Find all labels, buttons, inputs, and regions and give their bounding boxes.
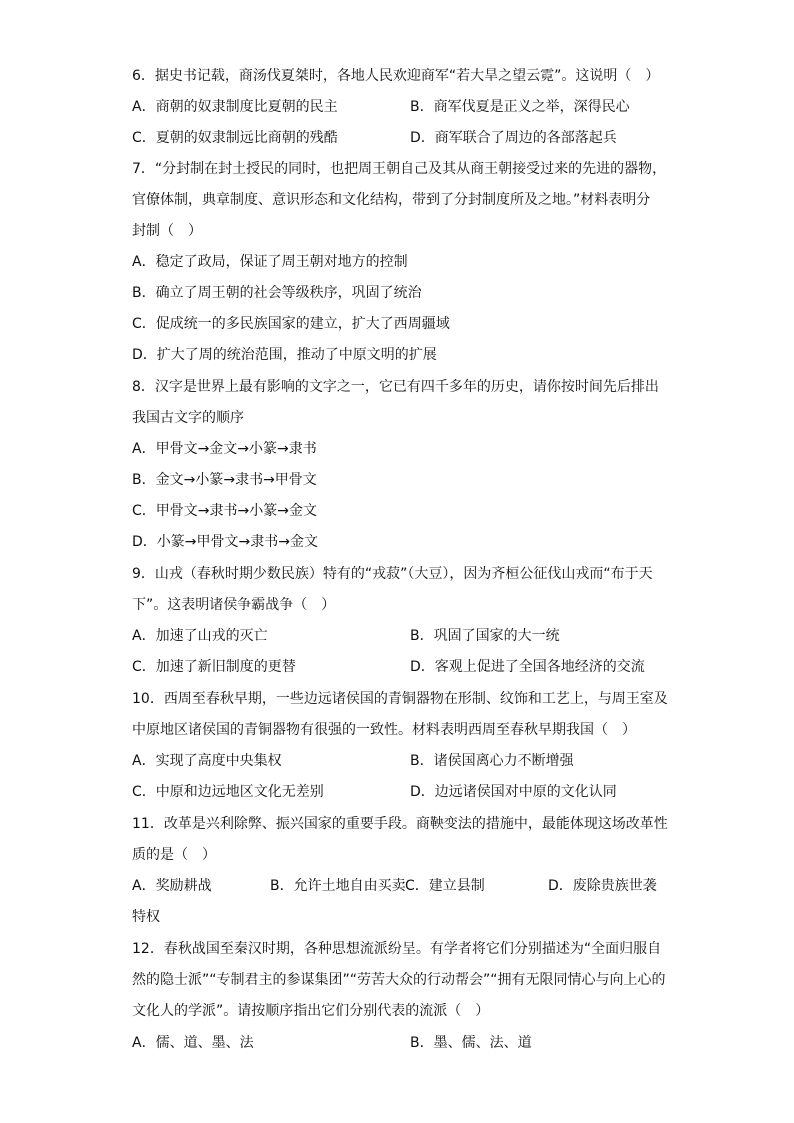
question-6-option-c: C．夏朝的奴隶制远比商朝的残酷 xyxy=(132,130,338,146)
question-10-option-d: D．边远诸侯国对中原的文化认同 xyxy=(410,784,617,800)
question-11-option-d: D．废除贵族世袭 xyxy=(548,878,657,894)
question-6-stem: 6．据史书记载，商汤伐夏桀时，各地人民欢迎商军“若大旱之望云霓”。这说明（ ） xyxy=(132,68,660,84)
question-11-option-d-continued: 特权 xyxy=(132,909,160,925)
question-9-option-b: B．巩固了国家的大一统 xyxy=(410,628,560,644)
question-10-stem-line-2: 中原地区诸侯国的青铜器物有很强的一致性。材料表明西周至春秋早期我国（ ） xyxy=(132,722,636,738)
question-6-option-a: A．商朝的奴隶制度比夏朝的民主 xyxy=(132,99,338,115)
question-7-option-a: A．稳定了政局，保证了周王朝对地方的控制 xyxy=(132,254,408,270)
question-6-option-d: D．商军联合了周边的各部落起兵 xyxy=(410,130,617,146)
question-10-option-c: C．中原和边远地区文化无差别 xyxy=(132,784,324,800)
question-8-stem-line-2: 我国古文字的顺序 xyxy=(132,410,244,426)
question-8-option-c: C．甲骨文→隶书→小篆→金文 xyxy=(132,503,317,519)
question-12-option-b: B．墨、儒、法、道 xyxy=(410,1035,532,1051)
question-7-option-b: B．确立了周王朝的社会等级秩序，巩固了统治 xyxy=(132,285,422,301)
question-6-option-b: B．商军伐夏是正义之举，深得民心 xyxy=(410,99,630,115)
question-12-stem-line-1: 12．春秋战国至秦汉时期，各种思想流派纷呈。有学者将它们分别描述为“全面归服自 xyxy=(132,941,662,957)
question-12-option-a: A．儒、道、墨、法 xyxy=(132,1035,254,1051)
question-7-option-c: C．促成统一的多民族国家的建立，扩大了西周疆域 xyxy=(132,316,450,332)
question-7-option-d: D．扩大了周的统治范围，推动了中原文明的扩展 xyxy=(132,347,437,363)
question-11-option-c: C．建立县制 xyxy=(405,878,485,894)
question-7-stem-line-2: 官僚体制，典章制度、意识形态和文化结构，带到了分封制度所及之地。”材料表明分 xyxy=(132,192,651,208)
question-10-option-a: A．实现了高度中央集权 xyxy=(132,753,282,769)
question-7-stem-line-3: 封制（ ） xyxy=(132,223,202,239)
question-12-stem-line-2: 然的隐士派”“专制君主的参谋集团”“劳苦大众的行动帮会”“拥有无限同情心与向上心的 xyxy=(132,972,666,988)
question-11-stem-line-2: 质的是（ ） xyxy=(132,847,216,863)
question-8-option-d: D．小篆→甲骨文→隶书→金文 xyxy=(132,534,318,550)
question-8-option-a: A．甲骨文→金文→小篆→隶书 xyxy=(132,441,317,457)
question-9-option-a: A．加速了山戎的灭亡 xyxy=(132,628,268,644)
question-8-option-b: B．金文→小篆→隶书→甲骨文 xyxy=(132,472,317,488)
question-7-stem-line-1: 7．“分封制在封土授民的同时，也把周王朝自己及其从商王朝接受过来的先进的器物， xyxy=(132,161,667,177)
question-9-stem-line-1: 9．山戎（春秋时期少数民族）特有的“戎菽”（大豆），因为齐桓公征伐山戎而“布于天 xyxy=(132,566,653,582)
question-10-option-b: B．诸侯国离心力不断增强 xyxy=(410,753,574,769)
question-9-option-c: C．加速了新旧制度的更替 xyxy=(132,659,296,675)
question-8-stem-line-1: 8．汉字是世界上最有影响的文字之一，它已有四千多年的历史，请你按时间先后排出 xyxy=(132,379,659,395)
question-9-stem-line-2: 下”。这表明诸侯争霸战争（ ） xyxy=(132,597,336,613)
question-11-stem-line-1: 11．改革是兴利除弊、振兴国家的重要手段。商鞅变法的措施中，最能体现这场改革性 xyxy=(132,816,668,832)
question-11-option-b: B．允许土地自由买卖 xyxy=(270,878,406,894)
question-9-option-d: D．客观上促进了全国各地经济的交流 xyxy=(410,659,645,675)
question-11-option-a: A．奖励耕战 xyxy=(132,878,212,894)
question-10-stem-line-1: 10．西周至春秋早期，一些边远诸侯国的青铜器物在形制、纹饰和工艺上，与周王室及 xyxy=(132,691,668,707)
question-12-stem-line-3: 文化人的学派”。请按顺序指出它们分别代表的流派（ ） xyxy=(132,1003,490,1019)
